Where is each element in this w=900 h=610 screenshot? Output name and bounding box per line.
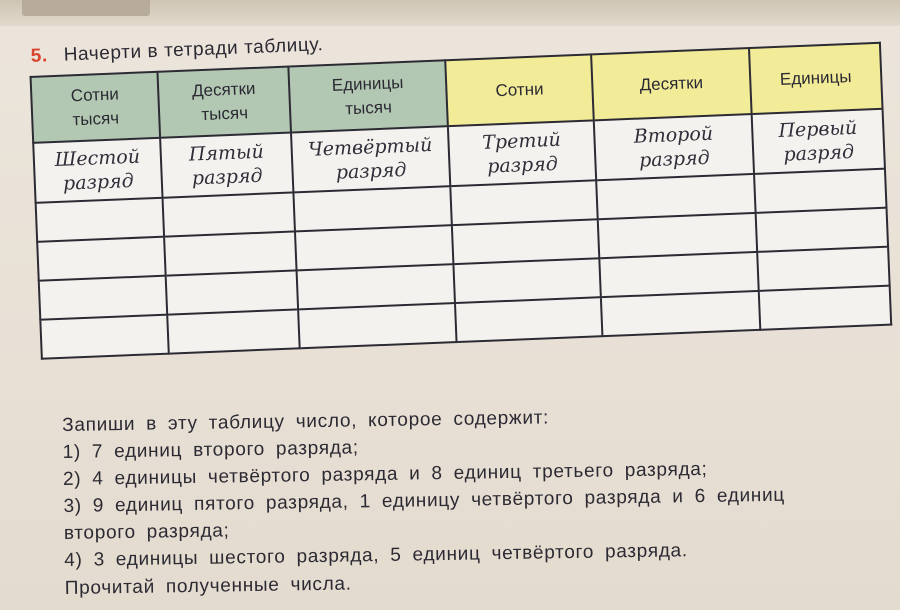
empty-cell <box>298 303 456 348</box>
rank-sublabel: разряд <box>62 169 135 195</box>
header-sublabel: тысяч <box>201 103 249 125</box>
rank-sublabel: разряд <box>638 146 711 172</box>
rank-sublabel: разряд <box>783 140 855 166</box>
empty-cell <box>166 270 298 314</box>
header-sublabel: тысяч <box>344 97 393 119</box>
header-label: Десятки <box>639 72 704 95</box>
header-label: Десятки <box>191 78 256 101</box>
rank-sublabel: разряд <box>191 164 263 190</box>
previous-header-tab <box>22 0 150 16</box>
instruction-item-2: 2) 4 единицы четвёртого разряда и 8 единиц третьего разряда; <box>62 458 708 490</box>
empty-cell <box>297 264 455 309</box>
place-value-table <box>30 42 893 360</box>
empty-cell <box>452 219 599 264</box>
empty-cell <box>599 252 758 297</box>
empty-cell <box>167 309 299 353</box>
instructions-block <box>62 399 895 602</box>
empty-cell <box>295 225 453 270</box>
empty-cell <box>453 258 600 303</box>
instruction-item-3-continued: второго разряда; <box>63 520 230 544</box>
header-cell-ten-thousands <box>157 67 291 138</box>
rank-label: Первый <box>778 116 858 142</box>
empty-cell <box>455 297 602 342</box>
rank-label: Третий <box>481 128 562 154</box>
rank-label: Шестой <box>54 145 141 172</box>
empty-cell <box>450 180 597 225</box>
instructions-closing: Прочитай полученные числа. <box>64 573 352 599</box>
empty-cell <box>293 186 451 231</box>
header-label: Единицы <box>779 66 852 89</box>
empty-cell <box>754 169 886 213</box>
empty-cell <box>37 237 165 281</box>
empty-cell <box>598 213 757 258</box>
empty-cell <box>164 231 296 275</box>
empty-cell <box>40 315 168 359</box>
task-block <box>28 3 900 359</box>
task-number: 5. <box>30 45 49 67</box>
rank-sublabel: разряд <box>486 152 559 178</box>
empty-cell <box>596 174 755 219</box>
instruction-item-3: 3) 9 единиц пятого разряда, 1 единицу четвёртого разряда и 6 единиц <box>63 484 786 517</box>
rank-cell-first <box>752 109 885 174</box>
rank-label: Пятый <box>188 140 265 166</box>
empty-cell <box>759 286 891 330</box>
header-cell-tens <box>591 48 752 120</box>
header-label: Сотни <box>495 79 544 101</box>
rank-cell-fourth <box>291 126 450 192</box>
empty-cell <box>757 247 889 291</box>
header-cell-hundreds <box>445 54 594 126</box>
rank-cell-third <box>448 120 596 186</box>
empty-cell <box>39 276 167 320</box>
header-label: Сотни <box>70 84 120 106</box>
rank-cell-second <box>594 114 754 180</box>
header-sublabel: тысяч <box>72 108 120 130</box>
instruction-item-4: 4) 3 единицы шестого разряда, 5 единиц четвёртого разряда. <box>64 540 688 571</box>
header-cell-hundred-thousands <box>31 72 161 143</box>
empty-cell <box>36 198 164 242</box>
rank-sublabel: разряд <box>335 158 407 184</box>
header-cell-units <box>749 43 883 114</box>
rank-label: Четвёртый <box>307 133 433 161</box>
instruction-item-1: 1) 7 единиц второго разряда; <box>62 437 359 463</box>
header-label: Единицы <box>331 72 404 95</box>
rank-label: Второй <box>633 122 714 148</box>
empty-cell <box>756 208 888 252</box>
empty-cell <box>163 192 295 236</box>
empty-cell <box>601 291 760 336</box>
rank-cell-fifth <box>160 133 293 198</box>
header-cell-thousands <box>288 60 448 132</box>
instructions-intro: Запиши в эту таблицу число, которое содержит: <box>62 407 550 436</box>
task-title: Начерти в тетради таблицу. <box>63 34 324 66</box>
rank-cell-sixth <box>33 138 162 203</box>
